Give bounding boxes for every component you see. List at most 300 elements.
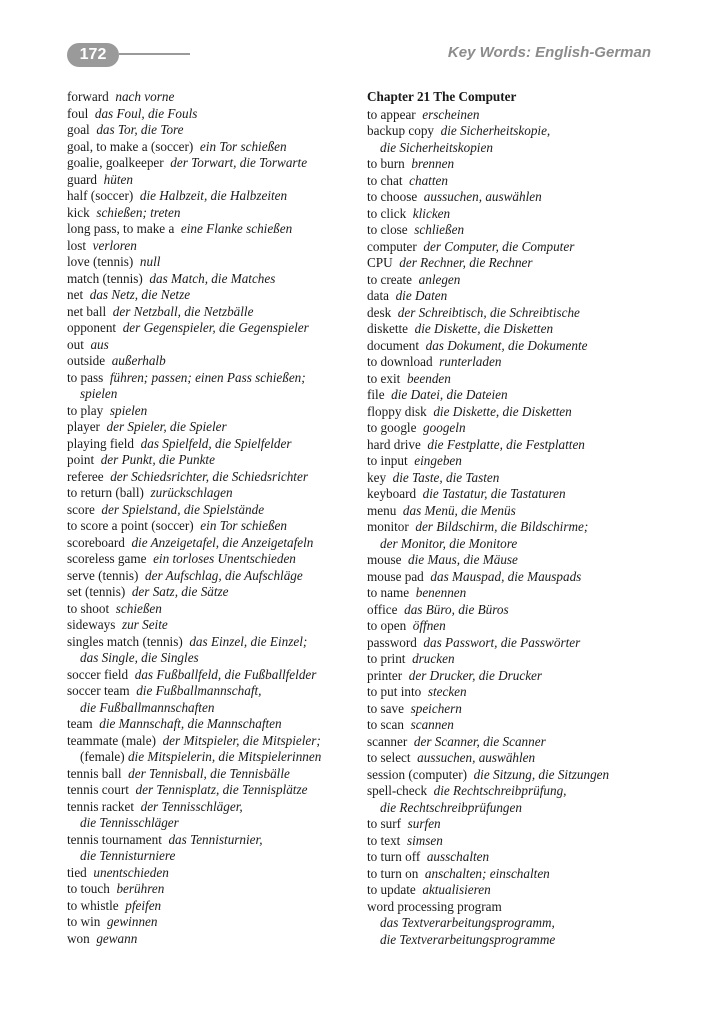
german-translation: der Scanner, die Scanner: [413, 733, 546, 749]
english-term: to win: [67, 914, 101, 929]
english-term: goal, to make a (soccer): [67, 138, 194, 154]
glossary-entry: [67, 106, 357, 123]
english-term: teammate (male): [67, 732, 156, 748]
glossary-entry: [367, 849, 667, 866]
german-translation: der Drucker, die Drucker: [408, 667, 543, 683]
english-term: to print: [367, 651, 406, 666]
german-translation: spielen: [80, 386, 118, 401]
english-term: scoreboard: [67, 534, 125, 550]
page-header: [0, 0, 717, 80]
english-term: mouse pad: [367, 568, 424, 584]
german-translation: schießen: [115, 600, 162, 616]
glossary-entry: [367, 387, 667, 404]
glossary-entry: [367, 470, 667, 487]
english-term: data: [367, 288, 389, 303]
glossary-entry: [67, 205, 357, 222]
english-term: goal: [67, 122, 90, 137]
german-translation: der Netzball, die Netzbälle: [112, 303, 254, 319]
english-term: sideways: [67, 617, 116, 632]
glossary-entry: [367, 717, 667, 734]
german-translation: der Tennisplatz, die Tennisplätze: [135, 782, 308, 797]
german-translation: der Computer, die Computer: [423, 238, 575, 254]
german-translation: ein Tor schießen: [199, 138, 287, 154]
english-term: file: [367, 387, 385, 402]
glossary-entry: [67, 271, 357, 288]
english-term: to return (ball): [67, 485, 144, 500]
german-translation: die Sicherheitskopie,: [440, 123, 551, 138]
english-term: foul: [67, 105, 89, 121]
english-term: to select: [367, 750, 411, 765]
glossary-entry: [67, 551, 357, 568]
german-translation: eine Flanke schießen: [180, 221, 293, 236]
english-term: set (tennis): [67, 584, 126, 599]
glossary-entry: [367, 437, 667, 454]
english-term: opponent: [67, 320, 117, 335]
glossary-entry: [367, 668, 667, 685]
german-translation: drucken: [412, 651, 455, 666]
german-translation: die Tennisturniere: [80, 848, 176, 863]
glossary-entry: [67, 518, 357, 535]
german-translation: gewann: [96, 930, 138, 946]
glossary-entry: [367, 734, 667, 751]
english-term: to download: [367, 354, 433, 369]
german-translation: die Fußballmannschaft,: [136, 683, 262, 698]
german-translation: aussuchen, auswählen: [423, 189, 542, 204]
glossary-entry: [67, 139, 357, 156]
glossary-entry: [67, 304, 357, 321]
german-translation: das Passwort, die Passwörter: [423, 634, 581, 650]
german-translation: der Rechner, die Rechner: [399, 255, 533, 270]
german-translation: die Diskette, die Disketten: [414, 321, 554, 336]
glossary-entry: [367, 272, 667, 289]
glossary-entry: [367, 338, 667, 355]
chapter-entries: [367, 107, 667, 949]
english-term: to save: [367, 700, 404, 716]
glossary-entry: [367, 288, 667, 305]
german-translation: der Torwart, die Torwarte: [170, 155, 308, 170]
german-translation: das Tor, die Tore: [96, 122, 184, 137]
german-translation: die Tastatur, die Tastaturen: [422, 486, 566, 501]
glossary-entry: [367, 371, 667, 388]
german-translation: die Taste, die Tasten: [392, 469, 500, 485]
german-translation: surfen: [407, 816, 441, 831]
english-term: session (computer): [367, 766, 467, 782]
english-term: playing field: [67, 435, 135, 451]
german-translation: anlegen: [418, 271, 461, 287]
english-term: to text: [367, 832, 401, 848]
english-term: to input: [367, 453, 408, 468]
german-translation: ein Tor schießen: [200, 518, 287, 533]
german-translation: die Rechtschreibprüfungen: [380, 799, 522, 815]
glossary-entry: [67, 568, 357, 585]
glossary-entry: [67, 898, 357, 915]
english-term: word processing program: [367, 898, 502, 914]
running-title: Key Words: English-German: [447, 44, 651, 61]
english-term: to turn on: [367, 865, 419, 881]
german-translation: chatten: [409, 172, 448, 188]
glossary-entry: [67, 766, 357, 783]
glossary-entry: [67, 469, 357, 486]
german-translation: ausschalten: [426, 849, 490, 864]
glossary-entry: [67, 865, 357, 882]
german-translation: aussuchen, auswählen: [417, 750, 536, 765]
english-term: to appear: [367, 106, 416, 122]
english-term: guard: [67, 171, 98, 187]
english-term: scanner: [367, 733, 408, 749]
glossary-entry: [367, 305, 667, 322]
glossary-entry: [67, 238, 357, 255]
glossary-entry: [367, 519, 667, 536]
glossary-entry: [367, 420, 667, 437]
german-translation: die Mitspielerin, die Mitspielerinnen: [127, 749, 322, 764]
german-translation: benennen: [415, 585, 467, 600]
glossary-entry: [67, 353, 357, 370]
english-term: tennis tournament: [67, 831, 162, 847]
german-translation: der Spielstand, die Spielstände: [101, 501, 265, 517]
glossary-entry: [67, 617, 357, 634]
english-term: net ball: [67, 303, 107, 319]
german-translation: der Schreibtisch, die Schreibtische: [397, 304, 580, 320]
glossary-entry: [367, 123, 667, 140]
chapter-title: Chapter 21 The Computer: [367, 89, 517, 104]
english-term: tied: [67, 864, 87, 880]
english-term: CPU: [367, 255, 393, 270]
english-term: singles match (tennis): [67, 633, 183, 649]
english-term: to pass: [67, 369, 104, 385]
english-term: floppy disk: [367, 403, 427, 419]
glossary-entry: [67, 799, 357, 816]
glossary-entry: [67, 601, 357, 618]
glossary-entry: [367, 239, 667, 256]
glossary-entry: [367, 866, 667, 883]
glossary-entry: [67, 535, 357, 552]
glossary-entry: [67, 337, 357, 354]
english-term: key: [367, 469, 387, 485]
glossary-entry: [67, 683, 357, 700]
english-term: referee: [67, 468, 104, 484]
german-translation: das Fußballfeld, die Fußballfelder: [134, 666, 317, 682]
glossary-entry: [67, 172, 357, 189]
german-translation: außerhalb: [111, 353, 166, 368]
glossary-entry: [67, 502, 357, 519]
german-translation: das Single, die Singles: [80, 650, 199, 665]
german-translation: das Dokument, die Dokumente: [425, 337, 588, 353]
english-term: player: [67, 419, 100, 434]
english-term: hard drive: [367, 436, 421, 452]
glossary-entry: [67, 914, 357, 931]
english-term: tennis ball: [67, 765, 122, 781]
german-translation: spielen: [109, 402, 148, 418]
english-term: to open: [367, 618, 407, 633]
german-translation: der Satz, die Sätze: [131, 584, 229, 599]
glossary-entry-continuation: [367, 800, 667, 817]
glossary-entry: [367, 552, 667, 569]
german-translation: das Einzel, die Einzel;: [189, 633, 308, 649]
glossary-entry-continuation: [367, 140, 667, 157]
german-translation: anschalten; einschalten: [424, 865, 550, 881]
glossary-entry: [67, 832, 357, 849]
english-term: forward: [67, 89, 109, 104]
glossary-entry: [367, 899, 667, 916]
english-term: keyboard: [367, 486, 417, 501]
glossary-entry: [367, 882, 667, 899]
german-translation: die Daten: [395, 288, 448, 303]
english-term: to choose: [367, 189, 418, 204]
glossary-entry: [67, 436, 357, 453]
glossary-entry: [367, 255, 667, 272]
glossary-entry: [67, 782, 357, 799]
english-term: to shoot: [67, 600, 110, 616]
german-translation: der Aufschlag, die Aufschläge: [145, 567, 303, 583]
german-translation: das Match, die Matches: [149, 270, 276, 286]
german-translation: die Festplatte, die Festplatten: [427, 436, 585, 452]
glossary-entry: [367, 618, 667, 635]
english-term: score: [67, 501, 95, 517]
glossary-entry-continuation: [367, 932, 667, 949]
glossary-entry: [67, 667, 357, 684]
german-translation: der Gegenspieler, die Gegenspieler: [122, 320, 309, 335]
german-translation: die Halbzeit, die Halbzeiten: [139, 188, 288, 203]
german-translation: erscheinen: [422, 106, 480, 122]
german-translation: das Mauspad, die Mauspads: [430, 568, 582, 584]
glossary-entry: [367, 156, 667, 173]
german-translation: aus: [90, 336, 109, 352]
glossary-entry: [367, 354, 667, 371]
glossary-entry: [367, 783, 667, 800]
english-term: long pass, to make a: [67, 221, 175, 236]
glossary-entry-continuation: [67, 749, 357, 766]
german-translation: zurückschlagen: [150, 485, 233, 500]
german-translation: stecken: [427, 684, 467, 699]
english-term: to play: [67, 402, 104, 418]
english-term: soccer field: [67, 666, 129, 682]
english-term: to burn: [367, 156, 405, 171]
german-translation: aktualisieren: [422, 882, 491, 897]
german-translation: die Diskette, die Disketten: [433, 403, 572, 419]
glossary-entry: [367, 503, 667, 520]
english-term: team: [67, 716, 93, 731]
english-term: to put into: [367, 684, 422, 699]
header-rule: [119, 53, 190, 55]
glossary-entry: [67, 716, 357, 733]
english-term: to whistle: [67, 897, 119, 913]
glossary-entry: [67, 733, 357, 750]
english-term: to chat: [367, 172, 403, 188]
glossary-entry: [367, 833, 667, 850]
german-translation: der Tennisschläger,: [140, 798, 243, 814]
glossary-entry: [67, 485, 357, 502]
english-term: backup copy: [367, 123, 435, 138]
german-translation: das Büro, die Büros: [404, 601, 509, 617]
german-translation: das Menü, die Menüs: [402, 502, 516, 518]
glossary-entry: [67, 89, 357, 106]
english-term: scoreless game: [67, 551, 147, 566]
english-term: point: [67, 452, 95, 467]
german-translation: die Rechtschreibprüfung,: [433, 783, 567, 798]
english-term: computer: [367, 238, 417, 254]
german-translation: das Foul, die Fouls: [94, 105, 198, 121]
german-translation: das Textverarbeitungsprogramm,: [380, 915, 555, 930]
english-term: kick: [67, 204, 90, 220]
glossary-entry: [367, 767, 667, 784]
english-term: to touch: [67, 881, 110, 896]
glossary-entry: [367, 635, 667, 652]
glossary-entry: [367, 321, 667, 338]
english-term: outside: [67, 353, 106, 368]
german-translation: die Sicherheitskopien: [380, 139, 493, 155]
glossary-entry-continuation: [67, 815, 357, 832]
german-translation: pfeifen: [125, 897, 162, 913]
glossary-entry-continuation: [367, 915, 667, 932]
german-translation: die Mannschaft, die Mannschaften: [99, 716, 282, 731]
glossary-entry-continuation: [367, 536, 667, 553]
glossary-entry: [367, 453, 667, 470]
english-term: to google: [367, 420, 417, 435]
german-translation: der Punkt, die Punkte: [100, 452, 215, 467]
glossary-entry: [67, 452, 357, 469]
german-translation: die Textverarbeitungsprogramme: [380, 931, 556, 947]
english-term: office: [367, 601, 398, 617]
english-term: tennis racket: [67, 798, 135, 814]
glossary-entry: [67, 122, 357, 139]
english-term: goalie, goalkeeper: [67, 155, 164, 170]
english-term: to name: [367, 585, 410, 600]
english-term: document: [367, 337, 420, 353]
glossary-entry: [367, 486, 667, 503]
glossary-entry: [367, 173, 667, 190]
english-term: love (tennis): [67, 254, 134, 269]
english-term: monitor: [367, 519, 409, 534]
english-term: mouse: [367, 552, 402, 567]
glossary-entry: [367, 222, 667, 239]
glossary-entry: [67, 931, 357, 948]
page-number-badge: 172: [67, 43, 119, 67]
german-translation: eingeben: [414, 453, 462, 468]
german-translation: hüten: [103, 171, 133, 187]
glossary-entry: [67, 188, 357, 205]
german-translation: zur Seite: [121, 617, 168, 632]
german-translation: brennen: [411, 156, 455, 171]
glossary-entry: [367, 206, 667, 223]
english-term: to surf: [367, 816, 402, 831]
glossary-entry: [67, 634, 357, 651]
glossary-entry: [367, 404, 667, 421]
glossary-entry: [367, 816, 667, 833]
german-translation: schließen: [414, 222, 465, 237]
german-translation: speichern: [410, 700, 462, 716]
english-term: tennis court: [67, 782, 129, 797]
german-translation: ein torloses Unentschieden: [153, 551, 296, 566]
glossary-entry: [67, 221, 357, 238]
english-term: (female): [80, 749, 125, 764]
left-column-glossary: [67, 89, 357, 947]
german-translation: beenden: [406, 370, 451, 386]
right-column-glossary: [367, 89, 667, 948]
german-translation: die Tennisschläger: [80, 815, 179, 830]
german-translation: das Netz, die Netze: [89, 287, 191, 302]
glossary-entry: [67, 403, 357, 420]
glossary-entry: [367, 750, 667, 767]
glossary-entry-continuation: [67, 386, 357, 403]
german-translation: führen; passen; einen Pass schießen;: [109, 369, 306, 385]
english-term: to score a point (soccer): [67, 518, 194, 533]
german-translation: öffnen: [412, 618, 446, 633]
german-translation: die Maus, die Mäuse: [408, 552, 518, 567]
german-translation: null: [139, 254, 161, 269]
german-translation: die Datei, die Dateien: [391, 387, 508, 402]
english-term: to scan: [367, 717, 404, 732]
english-term: desk: [367, 304, 392, 320]
glossary-entry-continuation: [67, 848, 357, 865]
glossary-entry: [67, 155, 357, 172]
german-translation: berühren: [116, 881, 165, 896]
english-term: to close: [367, 222, 408, 237]
glossary-entry: [67, 419, 357, 436]
english-term: to create: [367, 271, 413, 287]
glossary-entry: [367, 701, 667, 718]
german-translation: die Sitzung, die Sitzungen: [473, 766, 610, 782]
german-translation: klicken: [412, 205, 451, 221]
german-translation: gewinnen: [106, 914, 158, 929]
glossary-entry-continuation: [67, 650, 357, 667]
english-term: password: [367, 634, 417, 650]
german-translation: die Anzeigetafel, die Anzeigetafeln: [131, 534, 314, 550]
english-term: soccer team: [67, 683, 130, 698]
german-translation: simsen: [406, 832, 443, 848]
english-term: to exit: [367, 370, 401, 386]
glossary-entry: [67, 584, 357, 601]
english-term: lost: [67, 237, 87, 253]
german-translation: googeln: [423, 420, 466, 435]
german-translation: der Schiedsrichter, die Schiedsrichter: [110, 468, 308, 484]
english-term: half (soccer): [67, 188, 134, 203]
german-translation: das Spielfeld, die Spielfelder: [140, 435, 292, 451]
glossary-entry: [367, 189, 667, 206]
german-translation: schießen; treten: [96, 204, 181, 220]
german-translation: die Fußballmannschaften: [80, 699, 215, 715]
english-term: match (tennis): [67, 270, 143, 286]
english-term: to update: [367, 882, 416, 897]
glossary-entry: [67, 287, 357, 304]
glossary-entry-continuation: [67, 700, 357, 717]
german-translation: das Tennisturnier,: [168, 831, 263, 847]
english-term: serve (tennis): [67, 567, 139, 583]
english-term: diskette: [367, 321, 409, 336]
german-translation: scannen: [410, 717, 454, 732]
glossary-entry: [367, 585, 667, 602]
german-translation: runterladen: [439, 354, 502, 369]
english-term: won: [67, 930, 90, 946]
glossary-entry: [67, 254, 357, 271]
german-translation: der Spieler, die Spieler: [106, 419, 227, 434]
german-translation: nach vorne: [115, 89, 175, 104]
german-translation: der Bildschirm, die Bildschirme;: [415, 519, 589, 534]
english-term: net: [67, 287, 84, 302]
glossary-entry: [67, 320, 357, 337]
english-term: menu: [367, 502, 397, 518]
english-term: to turn off: [367, 849, 421, 864]
german-translation: der Tennisball, die Tennisbälle: [128, 765, 290, 781]
glossary-entry: [367, 107, 667, 124]
glossary-entry: [367, 684, 667, 701]
english-term: out: [67, 336, 84, 352]
english-term: to click: [367, 205, 407, 221]
german-translation: der Monitor, die Monitore: [380, 535, 518, 551]
glossary-entry: [67, 881, 357, 898]
glossary-entry: [367, 569, 667, 586]
german-translation: der Mitspieler, die Mitspieler;: [162, 732, 321, 748]
german-translation: verloren: [92, 237, 137, 253]
